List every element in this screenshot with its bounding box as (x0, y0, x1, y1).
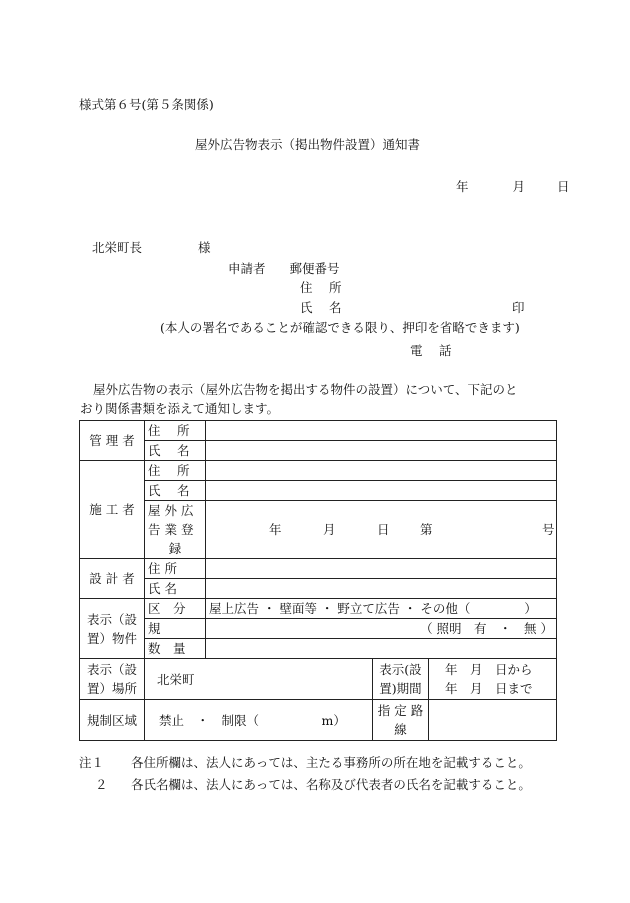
period-from: 年 月 日から (445, 662, 533, 677)
note-2 (79, 774, 531, 796)
registration-label-2: 告 業 登 (145, 520, 206, 539)
period-label-1: 表示(設 (379, 662, 422, 677)
note-2-number: ２ (95, 777, 108, 792)
route-label-1: 指 定 路 (377, 703, 424, 718)
table-row (80, 501, 557, 521)
location-label (80, 659, 145, 700)
contractor-label: 施 工 者 (80, 461, 145, 559)
contractor-name-field[interactable] (206, 481, 557, 501)
notification-table (79, 420, 557, 741)
table-row (80, 639, 557, 659)
table-row (80, 619, 557, 639)
period-to: 年 月 日まで (445, 681, 533, 696)
date-year: 年 (456, 179, 469, 194)
applicant-line (228, 261, 340, 277)
route-field[interactable] (429, 700, 557, 741)
date-day: 日 (556, 179, 570, 194)
object-label (80, 599, 145, 659)
regulation-label: 規制区域 (80, 700, 145, 741)
reg-month: 月 (323, 522, 336, 537)
table-row (80, 659, 557, 700)
seal-mark: 印 (512, 300, 525, 315)
intro-line-2: おり関係書類を添えて通知します。 (80, 401, 280, 416)
registration-field[interactable] (206, 501, 557, 559)
date-line (456, 179, 569, 195)
addressee-honorific: 様 (198, 240, 211, 255)
intro-text (80, 380, 560, 418)
quantity-label: 数 量 (145, 639, 206, 659)
addressee (92, 240, 211, 256)
table-row (80, 421, 557, 441)
form-number: 様式第６号(第５条関係) (79, 97, 214, 112)
signature-note: (本人の署名であることが確認できる限り、押印を省略できます) (160, 320, 520, 335)
reg-dai: 第 (420, 522, 433, 537)
manager-address-label: 住 所 (145, 421, 206, 441)
applicant-name-label: 氏 名 (300, 300, 342, 315)
reg-go: 号 (542, 522, 555, 537)
applicant-address-label: 住 所 (300, 280, 342, 295)
table-row (80, 559, 557, 579)
note-1 (79, 752, 531, 774)
manager-name-label: 氏 名 (145, 441, 206, 461)
period-label-2: 置)期間 (379, 681, 422, 696)
reg-year: 年 (269, 522, 282, 537)
reg-day: 日 (377, 522, 390, 537)
table-row (80, 579, 557, 599)
manager-label: 管 理 者 (80, 421, 145, 461)
period-field[interactable] (429, 659, 557, 700)
intro-line-1: 屋外広告物の表示（屋外広告物を掲出する物件の設置）について、下記のと (93, 382, 518, 397)
table-row (80, 441, 557, 461)
registration-label-1: 屋 外 広 (145, 501, 206, 521)
category-options[interactable]: 屋上広告 ・ 壁面等 ・ 野立て広告 ・ その他（ ） (206, 599, 557, 619)
contractor-address-label: 住 所 (145, 461, 206, 481)
postal-code-label: 郵便番号 (289, 261, 340, 276)
object-label-2: 置）物件 (86, 630, 137, 646)
registration-label-3: 録 (145, 539, 206, 559)
note-2-text: 各氏名欄は、法人にあっては、名称及び代表者の氏名を記載すること。 (131, 777, 531, 792)
location-label-2: 置）場所 (86, 681, 137, 696)
table-row (80, 700, 557, 741)
contractor-address-field[interactable] (206, 461, 557, 481)
note-1-text: 各住所欄は、法人にあっては、主たる事務所の所在地を記載すること。 (131, 755, 531, 770)
spec-label: 規 (145, 619, 206, 639)
table-row (80, 461, 557, 481)
regulation-options[interactable]: 禁止 ・ 制限（ m） (145, 700, 373, 741)
category-label: 区 分 (145, 599, 206, 619)
designer-address-field[interactable] (206, 559, 557, 579)
applicant-label: 申請者 (228, 261, 266, 276)
table-row (80, 599, 557, 619)
route-label (373, 700, 429, 741)
designer-label: 設 計 者 (80, 559, 145, 599)
location-field[interactable]: 北栄町 (145, 659, 373, 700)
object-label-1: 表示（設 (86, 611, 137, 627)
location-label-1: 表示（設 (86, 662, 137, 677)
addressee-name: 北栄町長 (92, 240, 143, 255)
designer-name-label: 氏 名 (145, 579, 206, 599)
date-month: 月 (512, 179, 525, 194)
table-row (80, 481, 557, 501)
manager-name-field[interactable] (206, 441, 557, 461)
quantity-field[interactable] (206, 639, 557, 659)
notes (79, 752, 531, 796)
note-1-number: 注１ (79, 755, 105, 770)
period-label (373, 659, 429, 700)
designer-address-label: 住 所 (145, 559, 206, 579)
manager-address-field[interactable] (206, 421, 557, 441)
designer-name-field[interactable] (206, 579, 557, 599)
document-title: 屋外広告物表示（掲出物件設置）通知書 (195, 137, 421, 152)
contractor-name-label: 氏 名 (145, 481, 206, 501)
route-label-2: 線 (394, 722, 407, 737)
applicant-phone-label: 電 話 (410, 343, 452, 358)
lighting-options[interactable]: （ 照明 有 ・ 無 ） (206, 619, 557, 639)
